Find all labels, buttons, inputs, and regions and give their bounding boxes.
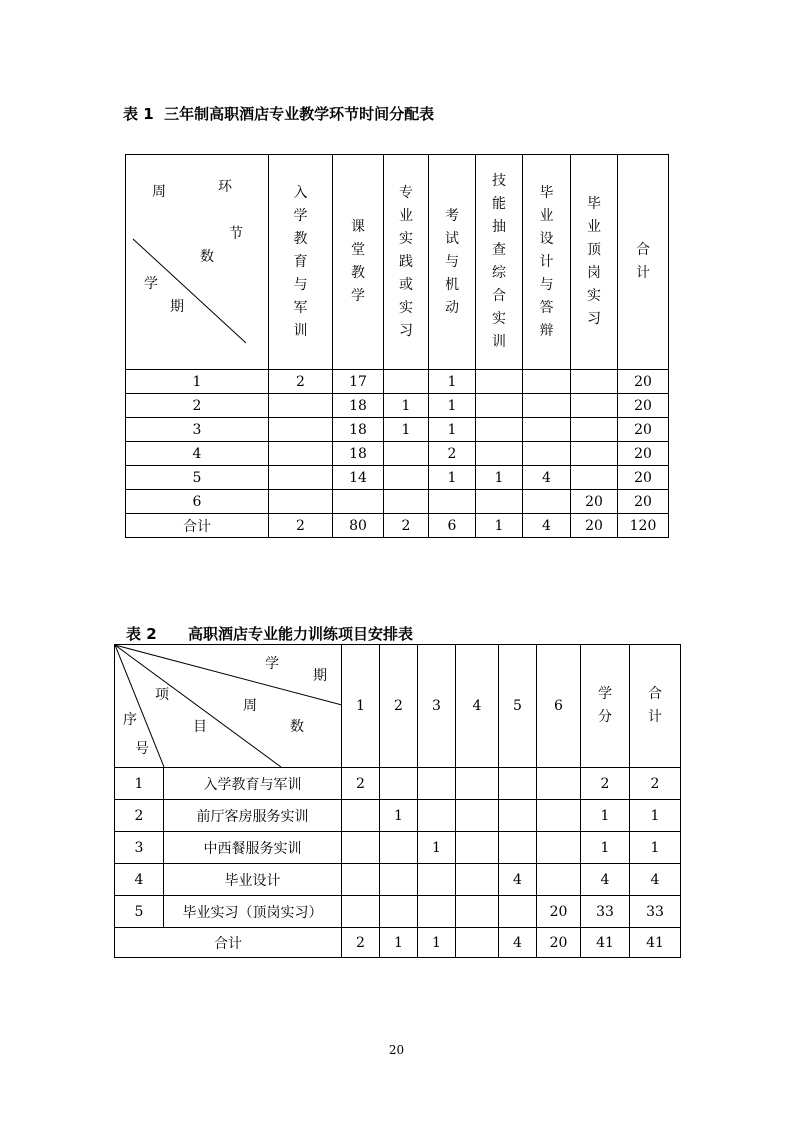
table1-cell: 20: [618, 370, 669, 394]
table2-cell: [342, 800, 380, 832]
table1-cell: 6: [126, 490, 269, 514]
table1-cell: [571, 394, 618, 418]
table1-cell: [571, 418, 618, 442]
table1-header-cell: 课堂教学: [333, 155, 384, 370]
table1-cell: [476, 370, 523, 394]
table1-header-row: [126, 155, 669, 370]
table2-cell: 4: [115, 864, 164, 896]
corner-label-huan: 环: [218, 179, 232, 195]
table1-row: [126, 490, 669, 514]
table2-cell: 2: [115, 800, 164, 832]
table2-cell: [537, 864, 581, 896]
table2-cell: [418, 768, 456, 800]
corner-label-xu: 序: [123, 712, 137, 728]
table1-cell: [384, 490, 429, 514]
table1-cell: 2: [126, 394, 269, 418]
table2-cell: [456, 928, 499, 958]
table1-row: [126, 394, 669, 418]
table2-cell: [499, 832, 537, 864]
corner-label-zhou: 周: [243, 698, 257, 714]
table2-header-cell: 4: [456, 645, 499, 768]
table1-weeks-allocation: [125, 154, 669, 538]
table2-caption: 表 2 高职酒店专业能力训练项目安排表: [126, 625, 413, 643]
table1-cell: [269, 394, 333, 418]
table1-cell: 20: [571, 490, 618, 514]
table2-cell: 中西餐服务实训: [164, 832, 342, 864]
table1-cell: [571, 466, 618, 490]
table1-cell: 2: [269, 514, 333, 538]
table1-cell: 20: [571, 514, 618, 538]
table1-header-cell: 毕业设计与答辩: [523, 155, 571, 370]
table2-cell: 1: [630, 832, 681, 864]
table2-cell: 1: [380, 800, 418, 832]
table2-cell: 33: [630, 896, 681, 928]
table2-cell: 1: [418, 928, 456, 958]
table2-cell: 1: [581, 800, 630, 832]
table2-cell: [380, 832, 418, 864]
table1-header-cell: 专业实践或实习: [384, 155, 429, 370]
table2-header-cell: 6: [537, 645, 581, 768]
table1-cell: [269, 490, 333, 514]
table2-cell: [499, 896, 537, 928]
table1-cell: 4: [126, 442, 269, 466]
table1-cell: [269, 466, 333, 490]
table1-row: [126, 370, 669, 394]
table1-cell: 1: [384, 394, 429, 418]
table1-cell: 1: [429, 370, 476, 394]
table1-cell: 14: [333, 466, 384, 490]
table2-row: [115, 800, 681, 832]
table2-cell: [380, 896, 418, 928]
table1-cell: [333, 490, 384, 514]
table2-cell: [456, 832, 499, 864]
table2-cell: [537, 832, 581, 864]
diagonal-lines: [115, 645, 342, 767]
table1-caption: 表 1 三年制高职酒店专业教学环节时间分配表: [123, 105, 435, 123]
table2-cell: 1: [418, 832, 456, 864]
table1-cell: 1: [429, 394, 476, 418]
table1-cell: 2: [429, 442, 476, 466]
table2-cell: 1: [581, 832, 630, 864]
table1-total-row: [126, 514, 669, 538]
table1-cell: [384, 442, 429, 466]
table1-cell: 20: [618, 490, 669, 514]
table2-cell: 4: [499, 928, 537, 958]
table2-cell: [380, 768, 418, 800]
table1-cell: 6: [429, 514, 476, 538]
table2-cell: 4: [581, 864, 630, 896]
corner-label-qi: 期: [313, 668, 327, 684]
table1-cell: 合计: [126, 514, 269, 538]
table1-header-cell: 入学教育与军训: [269, 155, 333, 370]
table1-cell: [523, 490, 571, 514]
table1-cell: [523, 442, 571, 466]
table1-header-cell: 考试与机动: [429, 155, 476, 370]
table1-row: [126, 442, 669, 466]
table1-cell: 20: [618, 394, 669, 418]
table1-cell: [476, 418, 523, 442]
table1-cell: 1: [384, 418, 429, 442]
diagonal-line: [126, 155, 269, 369]
table2-cell: [418, 864, 456, 896]
table1-header-cell: 技能抽查综合实训: [476, 155, 523, 370]
table2-cell: [456, 800, 499, 832]
table2-cell: 20: [537, 896, 581, 928]
table2-cell: 1: [630, 800, 681, 832]
corner-label-qi: 期: [170, 299, 184, 315]
table1-row: [126, 466, 669, 490]
table2-row: [115, 768, 681, 800]
table2-cell: 2: [342, 768, 380, 800]
table2-cell: [342, 864, 380, 896]
table2-cell: 2: [581, 768, 630, 800]
table2-header-cell: 合计: [630, 645, 681, 768]
table2-total-label: 合计: [115, 928, 342, 958]
table2-cell: [342, 896, 380, 928]
table1-cell: 2: [269, 370, 333, 394]
table2-cell: 3: [115, 832, 164, 864]
table2-training-schedule: [114, 644, 681, 958]
table1-cell: [384, 370, 429, 394]
table1-cell: [429, 490, 476, 514]
table2-row: [115, 896, 681, 928]
table2-cell: 1: [380, 928, 418, 958]
table1-cell: 4: [523, 466, 571, 490]
table1-corner-cell: [126, 155, 269, 370]
corner-label-shu: 数: [290, 719, 304, 735]
table1-cell: [523, 370, 571, 394]
table1-cell: [269, 442, 333, 466]
table2-cell: [418, 896, 456, 928]
table2-cell: [456, 864, 499, 896]
table2-cell: [537, 800, 581, 832]
table1-row: [126, 418, 669, 442]
table2-cell: [418, 800, 456, 832]
table2-cell: [380, 864, 418, 896]
table1-cell: 17: [333, 370, 384, 394]
corner-label-mu: 目: [193, 719, 207, 735]
table1-cell: 1: [476, 514, 523, 538]
corner-label-xiang: 项: [155, 687, 169, 703]
corner-label-xue: 学: [265, 656, 279, 672]
corner-label-xue: 学: [144, 276, 158, 292]
table2-corner-cell: [115, 645, 342, 768]
table2-cell: 41: [630, 928, 681, 958]
table2-header-row: [115, 645, 681, 768]
table1-cell: 20: [618, 418, 669, 442]
table1-cell: 1: [476, 466, 523, 490]
table2-cell: 前厅客房服务实训: [164, 800, 342, 832]
table2-cell: [499, 768, 537, 800]
table1-cell: 18: [333, 394, 384, 418]
table1-cell: [523, 394, 571, 418]
table2-cell: 毕业设计: [164, 864, 342, 896]
table2-row: [115, 832, 681, 864]
table1-cell: [571, 370, 618, 394]
table2-cell: [456, 768, 499, 800]
table1-header-cell: 合计: [618, 155, 669, 370]
table2-header-cell: 2: [380, 645, 418, 768]
table2-cell: 2: [342, 928, 380, 958]
table2-cell: 4: [499, 864, 537, 896]
table1-cell: [523, 418, 571, 442]
table2-cell: [537, 768, 581, 800]
table1-cell: 3: [126, 418, 269, 442]
table1-cell: 1: [429, 418, 476, 442]
table1-cell: [476, 442, 523, 466]
table2-cell: 毕业实习（顶岗实习）: [164, 896, 342, 928]
table1-cell: 1: [429, 466, 476, 490]
table1-cell: 18: [333, 418, 384, 442]
table2-cell: [499, 800, 537, 832]
table1-cell: [384, 466, 429, 490]
table2-cell: [342, 832, 380, 864]
table2-header-cell: 5: [499, 645, 537, 768]
table2-header-cell: 1: [342, 645, 380, 768]
table1-cell: 4: [523, 514, 571, 538]
table2-cell: 33: [581, 896, 630, 928]
table1-cell: [269, 418, 333, 442]
corner-label-shu: 数: [200, 249, 214, 265]
table1-cell: 5: [126, 466, 269, 490]
table2-cell: 5: [115, 896, 164, 928]
table1-cell: [571, 442, 618, 466]
corner-label-hao: 号: [135, 741, 149, 757]
table2-row: [115, 864, 681, 896]
table2-cell: 2: [630, 768, 681, 800]
table1-cell: 2: [384, 514, 429, 538]
corner-label-zhou: 周: [152, 184, 166, 200]
table1-cell: 20: [618, 442, 669, 466]
table1-cell: 1: [126, 370, 269, 394]
table2-header-cell: 学分: [581, 645, 630, 768]
table1-header-cell: 毕业顶岗实习: [571, 155, 618, 370]
table2-cell: 20: [537, 928, 581, 958]
table1-cell: [476, 394, 523, 418]
table1-cell: 20: [618, 466, 669, 490]
table2-cell: 41: [581, 928, 630, 958]
table2-total-row: [115, 928, 681, 958]
table1-cell: [476, 490, 523, 514]
table1-cell: 120: [618, 514, 669, 538]
table2-header-cell: 3: [418, 645, 456, 768]
table2-cell: 4: [630, 864, 681, 896]
table1-cell: 18: [333, 442, 384, 466]
corner-label-jie: 节: [229, 226, 243, 242]
table2-cell: [456, 896, 499, 928]
table1-cell: 80: [333, 514, 384, 538]
page-number: 20: [388, 1043, 405, 1057]
table2-cell: 入学教育与军训: [164, 768, 342, 800]
table2-cell: 1: [115, 768, 164, 800]
